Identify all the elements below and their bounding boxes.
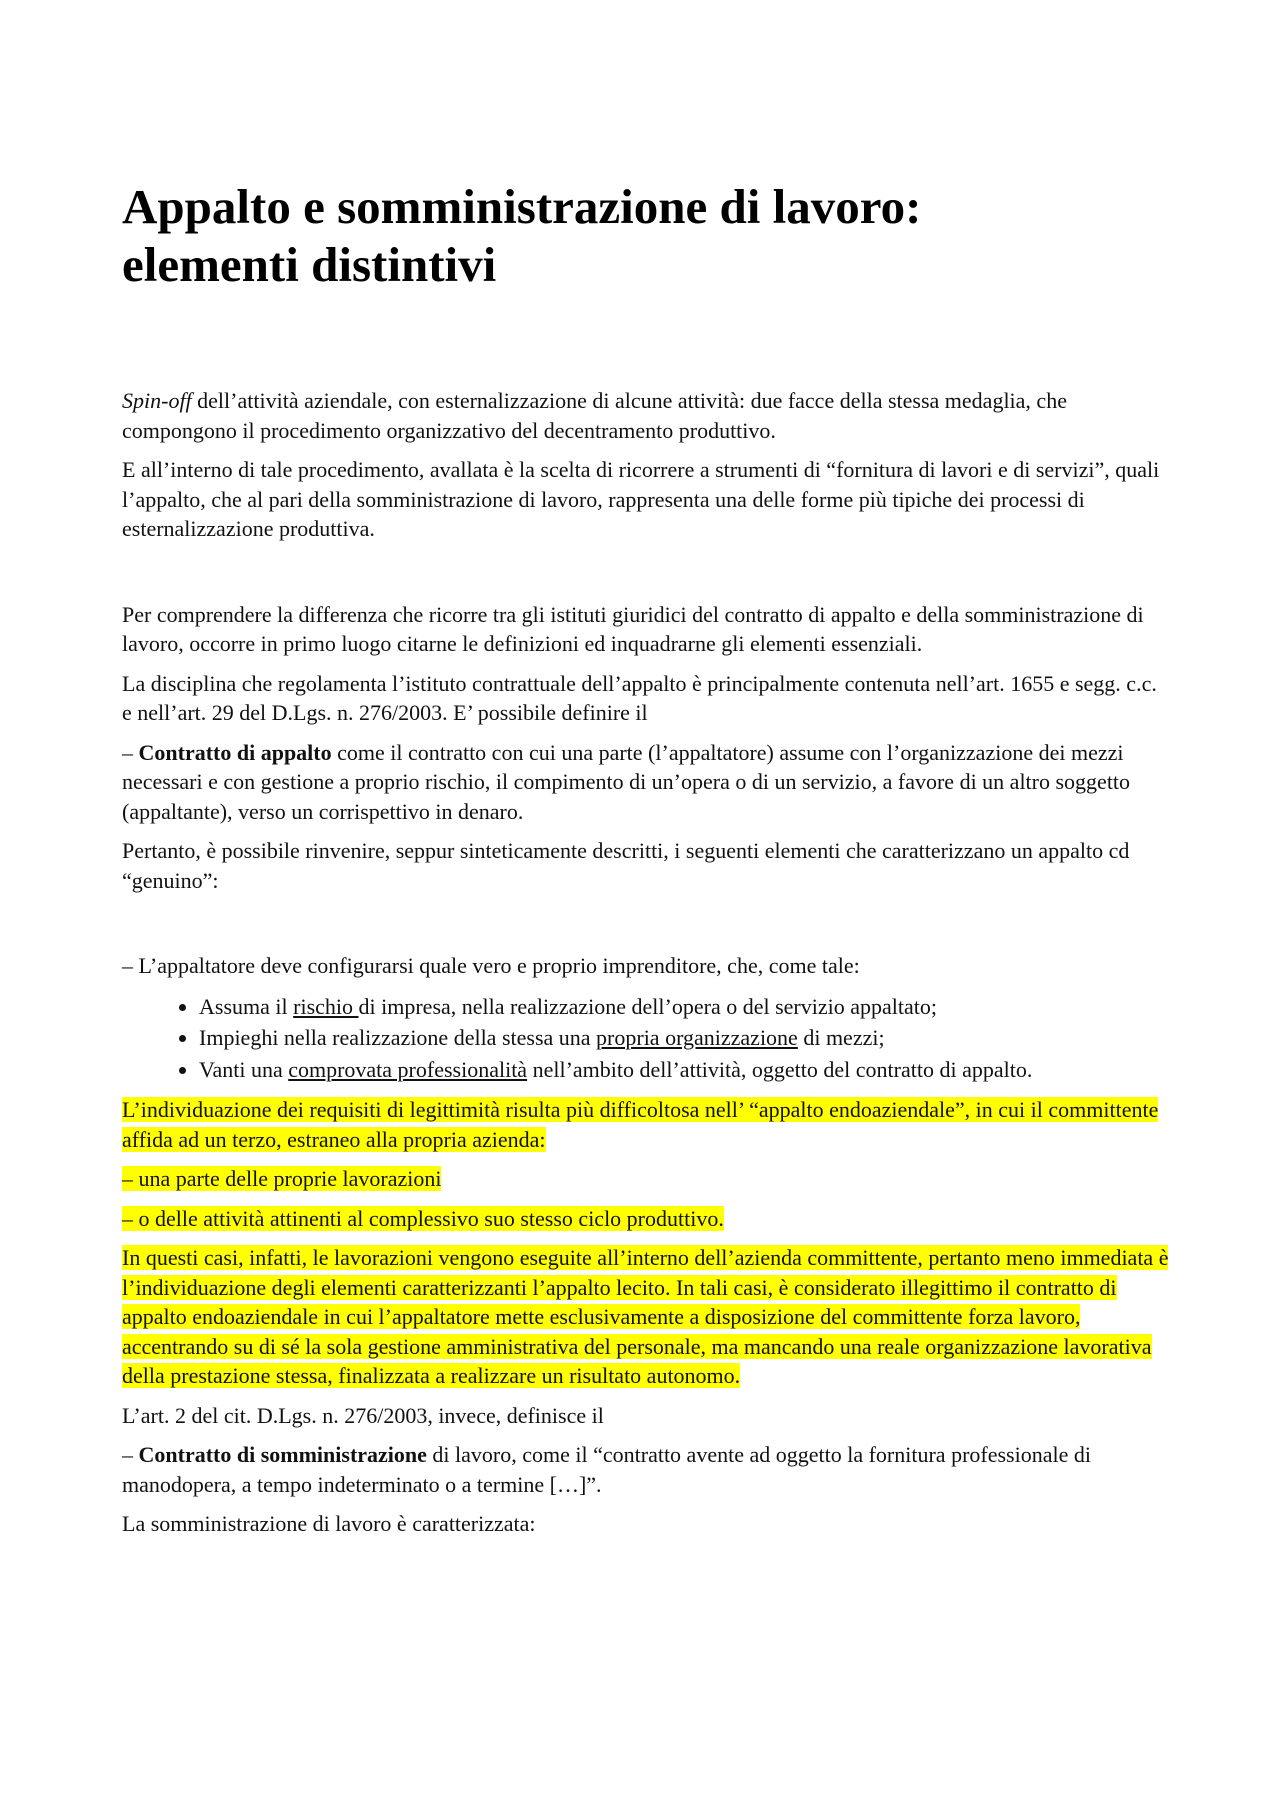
- title-line-1: Appalto e somministrazione di lavoro:: [122, 179, 922, 234]
- difference-paragraph: Per comprendere la differenza che ricorre tra gli istituti giuridici del contratto di appalto e della somministrazione di lavoro, occorre in primo luogo citarne le definizioni ed inquadrarne gli elementi essenziali.: [122, 601, 1144, 656]
- list-item: • Assuma il rischio di impresa, nella realizzazione dell’opera o del servizio appaltato;: [199, 991, 1170, 1023]
- appalto-term: Contratto di appalto: [138, 739, 332, 765]
- highlighted-paragraph-4: [122, 1243, 1170, 1391]
- appalto-definition: [122, 738, 1170, 827]
- highlighted-paragraph-3: [122, 1204, 1170, 1234]
- underlined-term: comprovata professionalità: [288, 1056, 528, 1082]
- somministrazione-definition: [122, 1440, 1170, 1499]
- list-item: • Impieghi nella realizzazione della stessa una propria organizzazione di mezzi;: [199, 1022, 1170, 1054]
- dash: –: [122, 1442, 139, 1467]
- contractor-paragraph: – L’appaltatore deve configurarsi quale vero e proprio imprenditore, che, come tale:: [122, 953, 860, 978]
- article-2-paragraph: L’art. 2 del cit. D.Lgs. n. 276/2003, invece, definisce il: [122, 1402, 604, 1428]
- highlighted-paragraph-1: [122, 1095, 1170, 1154]
- intro-paragraph: [122, 386, 1170, 445]
- somministrazione-features-paragraph: La somministrazione di lavoro è caratterizzata:: [122, 1511, 536, 1536]
- underlined-term: rischio: [293, 993, 359, 1019]
- genuine-elements-paragraph: Pertanto, è possibile rinvenire, seppur sinteticamente descritti, i seguenti elementi che caratterizzano un appalto cd “genuino”:: [122, 838, 1130, 893]
- dash: –: [122, 739, 139, 765]
- highlighted-paragraph-2: [122, 1164, 1170, 1194]
- somministrazione-term: Contratto di somministrazione: [138, 1442, 427, 1467]
- spin-off-term: Spin-off: [122, 388, 192, 413]
- underlined-term: propria organizzazione: [596, 1025, 798, 1050]
- highlighted-text: L’individuazione dei requisiti di legittimità risulta più difficoltosa nell’ “appalto endoaziendale”, in cui il committente affida ad un terzo, estraneo alla propria azienda:: [122, 1097, 1159, 1152]
- somministrazione-definition-text: di lavoro, come il “contratto avente ad oggetto la fornitura professionale di manodopera, a tempo indeterminato o a termine […]”.: [122, 1442, 1091, 1497]
- discipline-paragraph: La disciplina che regolamenta l’istituto contrattuale dell’appalto è principalmente contenuta nell’art. 1655 e segg. c.c. e nell’art. 29 del D.Lgs. n. 276/2003. E’ possibile definire il: [122, 670, 1157, 725]
- intro-paragraph-text: dell’attività aziendale, con esternalizzazione di alcune attività: due facce della stessa medaglia, che compongono il procedimento organizzativo del decentramento produttivo.: [122, 388, 1067, 443]
- list-item: • Vanti una comprovata professionalità nell’ambito dell’attività, oggetto del contratto di appalto.: [199, 1054, 1170, 1086]
- highlighted-text: – una parte delle proprie lavorazioni: [122, 1166, 442, 1191]
- title-line-2: elementi distintivi: [122, 237, 497, 292]
- procedure-paragraph: E all’interno di tale procedimento, avallata è la scelta di ricorrere a strumenti di “fornitura di lavori e di servizi”, quali l’appalto, che al pari della somministrazione di lavoro, rappresenta una delle forme più tipiche dei processi di esternalizzazione produttiva.: [122, 457, 1160, 541]
- highlighted-text: In questi casi, infatti, le lavorazioni vengono eseguite all’interno dell’azienda committente, pertanto meno immediata è l’individuazione degli elementi caratterizzanti l’appalto lecito. In tali casi, è considerato illegittimo il contratto di appalto endoaziendale in cui l’appaltatore mette esclusivamente a disposizione del committente forza lavoro, accentrando su di sé la sola gestione amministrativa del personale, ma mancando una reale organizzazione lavorativa della prestazione stessa, finalizzata a realizzare un risultato autonomo.: [122, 1245, 1169, 1388]
- requirements-list: [122, 991, 1170, 1086]
- document-body: [122, 178, 1170, 1539]
- appalto-definition-text: come il contratto con cui una parte (l’appaltatore) assume con l’organizzazione dei mezzi necessari e con gestione a proprio rischio, il compimento di un’opera o di un servizio, a favore di un altro soggetto (appaltante), verso un corrispettivo in denaro.: [122, 739, 1131, 824]
- highlighted-text: – o delle attività attinenti al complessivo suo stesso ciclo produttivo.: [122, 1205, 724, 1231]
- document-title: [122, 178, 1170, 294]
